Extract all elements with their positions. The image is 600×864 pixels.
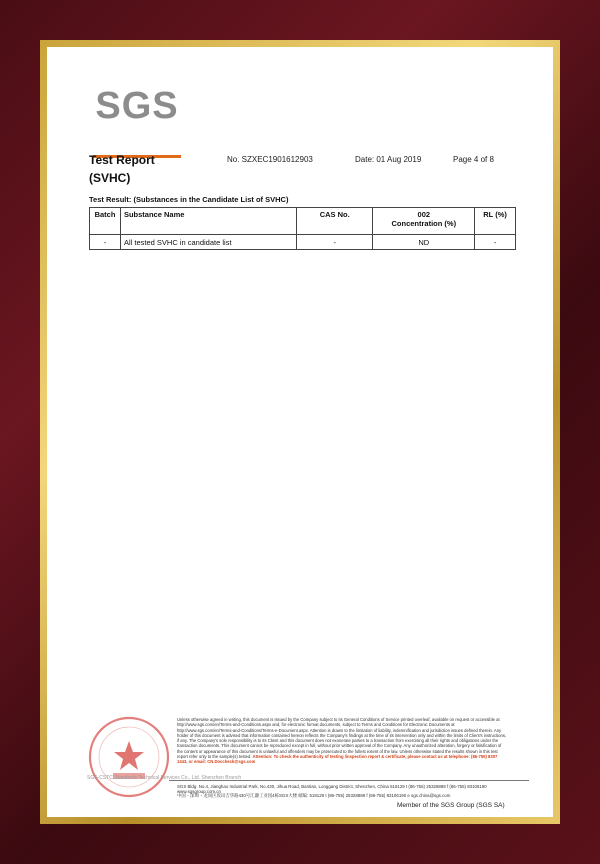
address-english: SGS Bldg. No.4, Jianghao Industrial Park, No.430, Jihua Road, Bantian, Longgang District, Shenzhen, China 518129 t (86-755) 25328888 f (86-755) 83106190 www.sgsgroup.com.cn bbox=[177, 784, 487, 794]
footer-divider bbox=[169, 780, 529, 781]
report-subtitle: (SVHC) bbox=[89, 171, 131, 185]
page-number: Page 4 of 8 bbox=[453, 155, 494, 164]
report-title: Test Report bbox=[89, 153, 155, 167]
authenticity-attention: Attention: To check the authenticity of testing /inspection report & certificate, please contact us at telephone: (86-755) 8307 1443, or email: CN.Doccheck@sgs.com bbox=[177, 753, 498, 764]
table-row bbox=[90, 235, 516, 250]
cell-concentration: ND bbox=[373, 235, 475, 250]
header-substance: Substance Name bbox=[120, 208, 296, 235]
cell-cas: - bbox=[296, 235, 373, 250]
test-result-label: Test Result: (Substances in the Candidate List of SVHC) bbox=[89, 195, 289, 204]
report-date: Date: 01 Aug 2019 bbox=[355, 155, 422, 164]
company-seal-stamp bbox=[87, 715, 171, 799]
header-concentration bbox=[373, 208, 475, 235]
table-header-row bbox=[90, 208, 516, 235]
disclaimer-text: Unless otherwise agreed in writing, this document is issued by the Company subject to its General Conditions of Service printed overleaf, available on request or accessible at http://www.sgs.com/en/Terms-and-Conditions.aspx and, for electronic format documents, subject to Terms and Conditions for Electronic Documents at http://www.sgs.com/en/Terms-and-Conditions/Terms-e-Document.aspx. Attention is drawn to the limitation of liability, indemnification and jurisdiction issues defined therein. Any holder of this document is advised that information contained hereon reflects the Company's findings at the time of its intervention only and within the limits of Client's instructions, if any. The Company's sole responsibility is to its Client and this document does not exonerate parties to a transaction from exercising all their rights and obligations under the transaction documents. This document cannot be reproduced except in full, without prior written approval of the Company. Any unauthorized alteration, forgery or falsification of the content or appearance of this document is unlawful and offenders may be prosecuted to the fullest extent of the law. Unless otherwise stated the results shown in this test report refer only to the sample(s) tested. bbox=[177, 717, 507, 759]
report-number: No. SZXEC1901612903 bbox=[227, 155, 313, 164]
stamp-caption: SGS-CSTC Standards Technical Services Co., Ltd. Shenzhen Branch bbox=[87, 775, 242, 781]
header-cas: CAS No. bbox=[296, 208, 373, 235]
address-chinese: 中国・深圳・龙岗区坂田吉华路430号江灏工业园4栋SGS大楼 邮编: 518129 t (86-755) 25328888 f (86-755) 83106190 e sgs.china@sgs.com bbox=[177, 793, 451, 798]
sgs-member-note: Member of the SGS Group (SGS SA) bbox=[397, 802, 505, 809]
cell-substance: All tested SVHC in candidate list bbox=[120, 235, 296, 250]
header-conc-unit: Concentration (%) bbox=[391, 219, 457, 228]
result-table bbox=[89, 207, 516, 250]
header-sample-id: 002 bbox=[417, 210, 431, 219]
header-rl: RL (%) bbox=[475, 208, 516, 235]
cell-batch: - bbox=[90, 235, 121, 250]
legal-disclaimer bbox=[177, 717, 507, 764]
document-page bbox=[47, 47, 553, 817]
header-batch: Batch bbox=[90, 208, 121, 235]
cell-rl: - bbox=[475, 235, 516, 250]
sgs-logo-text: SGS bbox=[95, 85, 179, 127]
